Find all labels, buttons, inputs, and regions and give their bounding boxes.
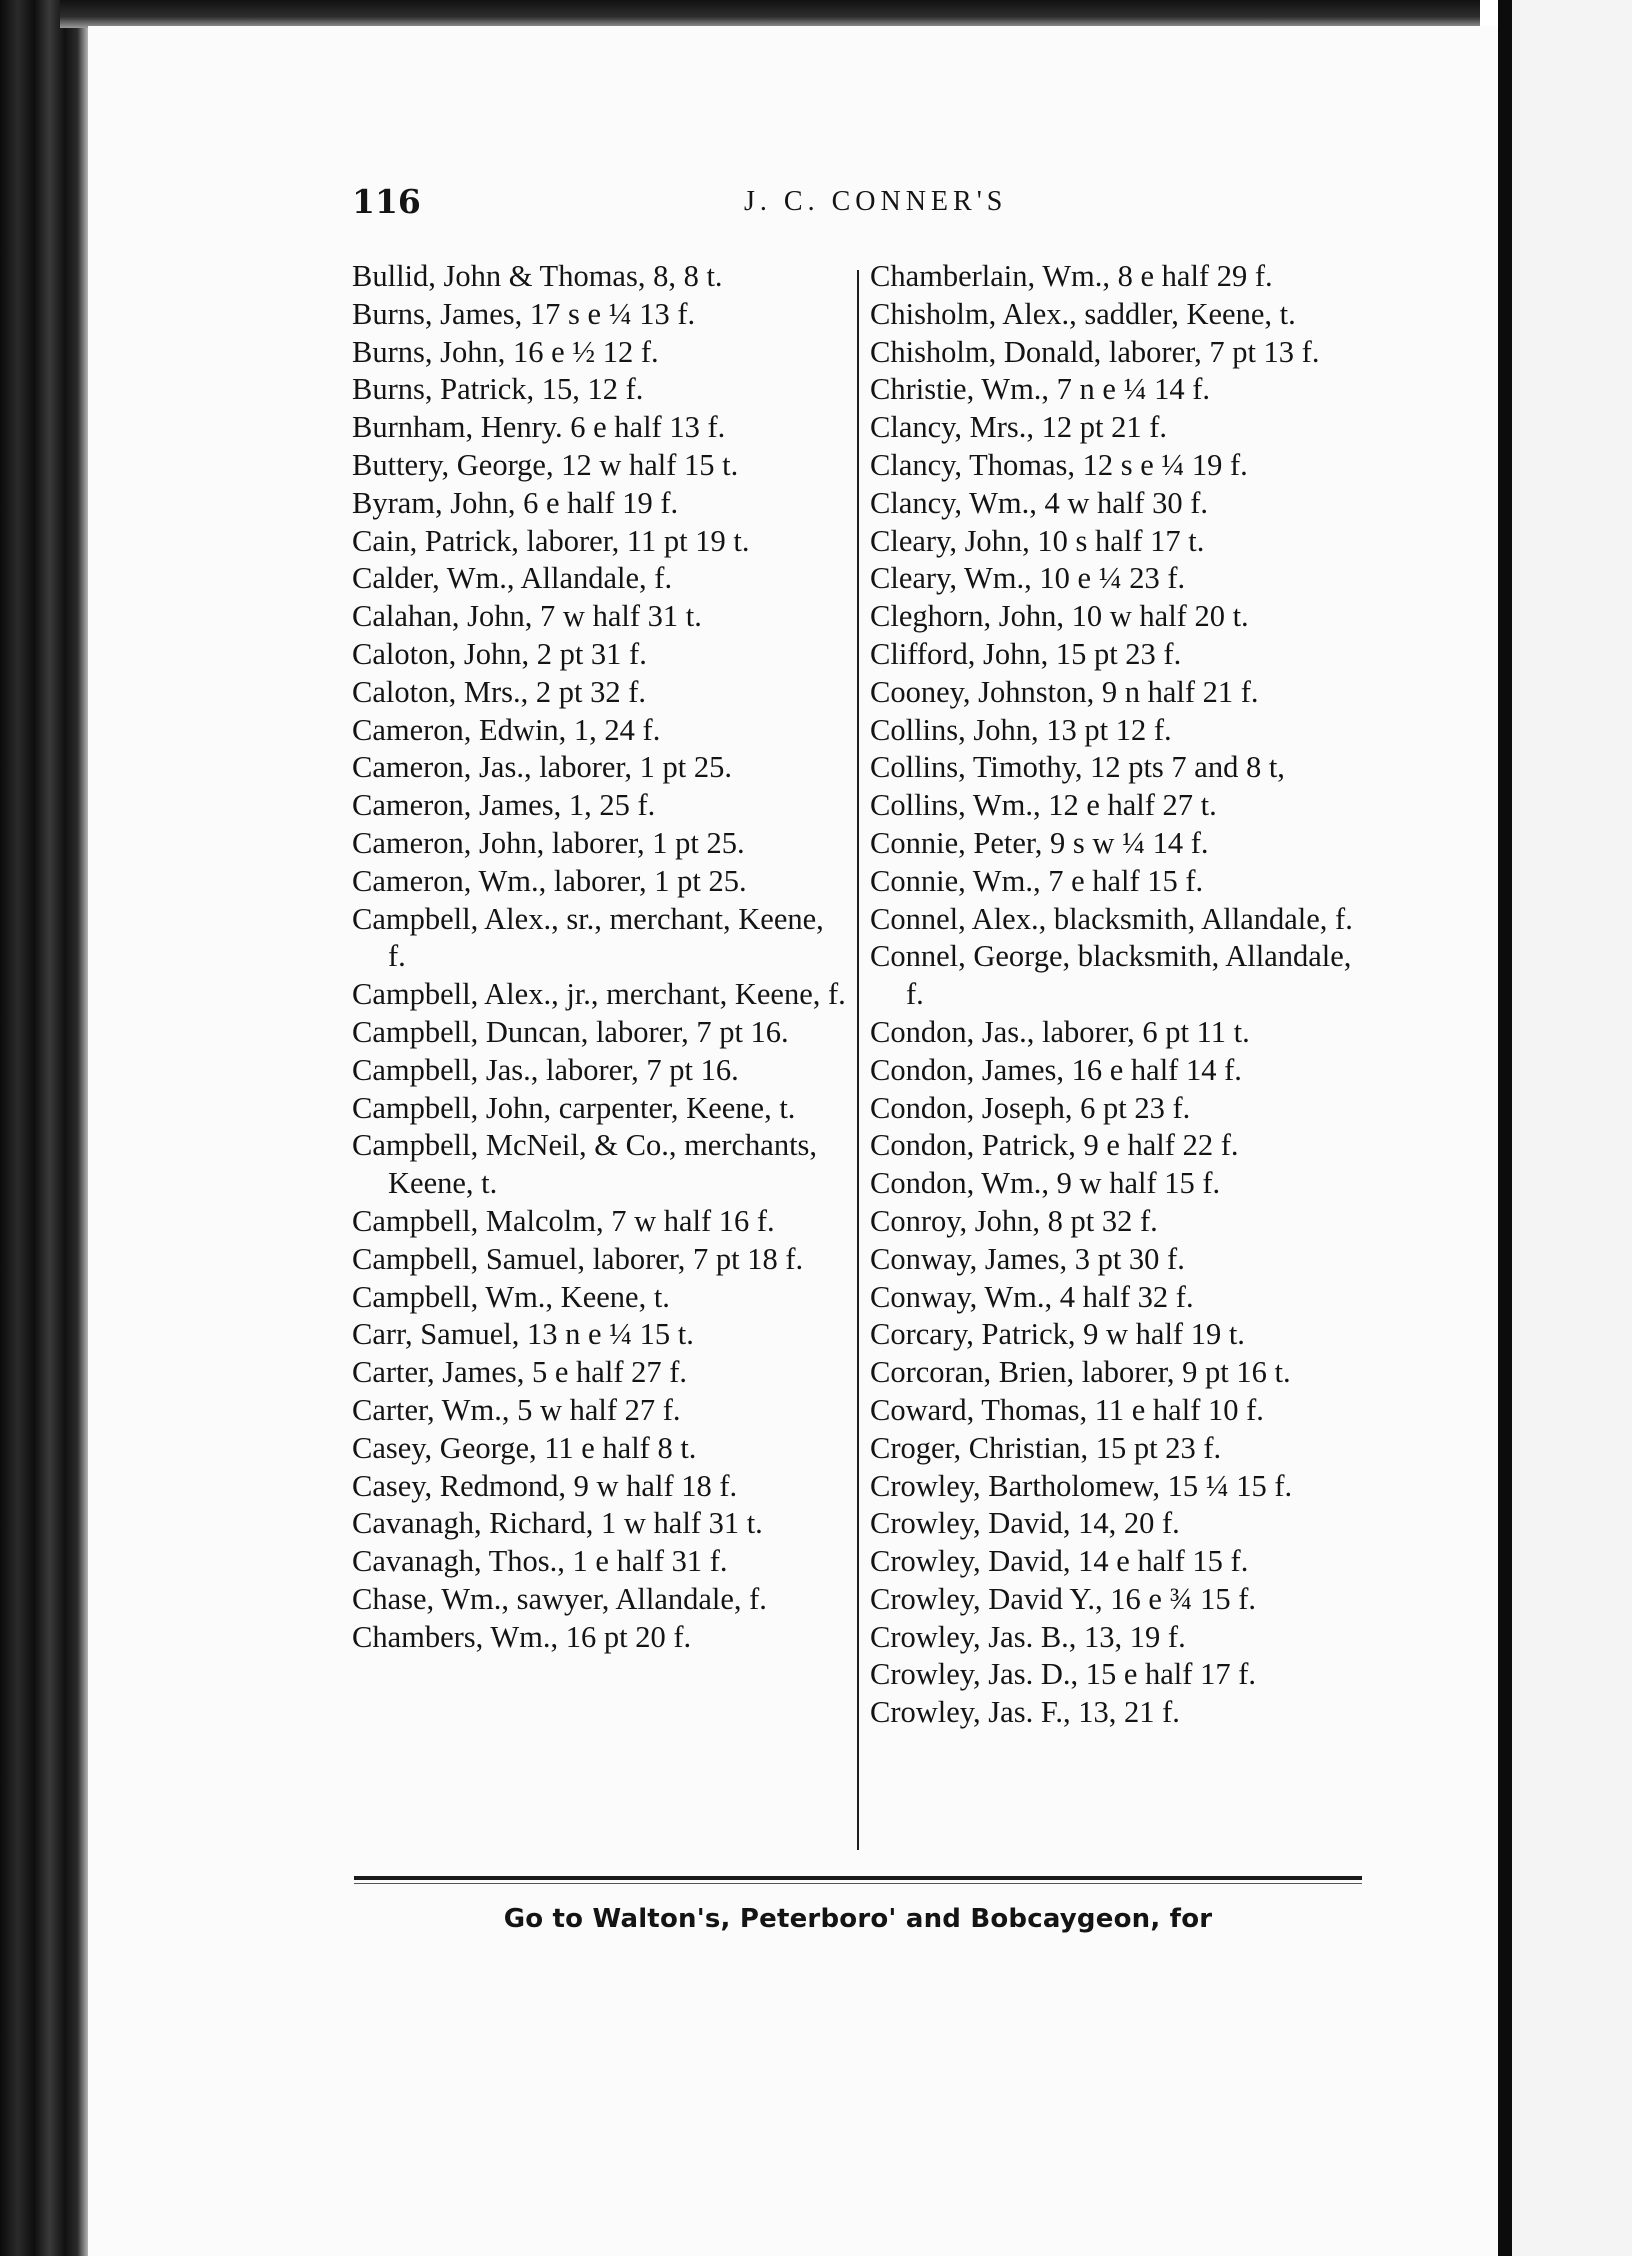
directory-entry: Crowley, David, 14 e half 15 f.: [870, 1544, 1249, 1579]
directory-entry: Campbell, Alex., sr., merchant, Keene, f.: [352, 901, 824, 974]
directory-entry: Chambers, Wm., 16 pt 20 f.: [352, 1619, 692, 1654]
directory-entry: Burns, Patrick, 15, 12 f.: [352, 372, 644, 407]
directory-entry: Connie, Peter, 9 s w ¼ 14 f.: [870, 825, 1209, 860]
directory-entry: Crowley, Jas. B., 13, 19 f.: [870, 1619, 1186, 1654]
directory-entry: Casey, Redmond, 9 w half 18 f.: [352, 1468, 738, 1503]
directory-entry: Caloton, Mrs., 2 pt 32 f.: [352, 674, 646, 709]
directory-entry: Clancy, Mrs., 12 pt 21 f.: [870, 410, 1168, 445]
directory-entry: Buttery, George, 12 w half 15 t.: [352, 447, 739, 482]
directory-entry: Collins, John, 13 pt 12 f.: [870, 712, 1172, 747]
right-column: [870, 258, 1360, 1732]
directory-entry: Crowley, Bartholomew, 15 ¼ 15 f.: [870, 1468, 1293, 1503]
directory-entry: Clancy, Wm., 4 w half 30 f.: [870, 485, 1208, 520]
directory-entry: Campbell, Malcolm, 7 w half 16 f.: [352, 1203, 775, 1238]
book-binding-edge: [0, 0, 90, 2256]
directory-entry: Campbell, John, carpenter, Keene, t.: [352, 1090, 796, 1125]
directory-entry: Bullid, John & Thomas, 8, 8 t.: [352, 259, 723, 293]
directory-entry: Burns, James, 17 s e ¼ 13 f.: [352, 296, 696, 331]
footer-rule: [354, 1876, 1362, 1880]
directory-entry: Carr, Samuel, 13 n e ¼ 15 t.: [352, 1317, 694, 1352]
directory-entry: Collins, Wm., 12 e half 27 t.: [870, 788, 1217, 823]
directory-entry: Cleary, John, 10 s half 17 t.: [870, 523, 1205, 558]
directory-entry: Chase, Wm., sawyer, Allandale, f.: [352, 1581, 767, 1616]
directory-entry: Cameron, Wm., laborer, 1 pt 25.: [352, 863, 747, 898]
directory-entry: Coward, Thomas, 11 e half 10 f.: [870, 1392, 1264, 1427]
directory-entry: Cavanagh, Thos., 1 e half 31 f.: [352, 1544, 728, 1579]
directory-entry: Chisholm, Donald, laborer, 7 pt 13 f.: [870, 334, 1320, 369]
footer-advert: Go to Walton's, Peterboro' and Bobcaygeon, for: [503, 1904, 1213, 1934]
directory-entry: Crowley, Jas. D., 15 e half 17 f.: [870, 1657, 1256, 1692]
directory-entry: Connel, Alex., blacksmith, Allandale, f.: [870, 901, 1353, 936]
directory-entry: Conway, James, 3 pt 30 f.: [870, 1241, 1185, 1276]
directory-entry: Cameron, James, 1, 25 f.: [352, 788, 656, 823]
running-title: J. C. CONNER'S: [744, 186, 1008, 217]
left-column: [352, 258, 848, 1656]
directory-entry: Connel, George, blacksmith, Allandale, f.: [870, 939, 1352, 1012]
directory-entry: Corcary, Patrick, 9 w half 19 t.: [870, 1317, 1245, 1352]
page-header: [352, 182, 1362, 234]
directory-entry: Chamberlain, Wm., 8 e half 29 f.: [870, 259, 1273, 293]
directory-entry: Cameron, John, laborer, 1 pt 25.: [352, 825, 745, 860]
directory-entry: Conway, Wm., 4 half 32 f.: [870, 1279, 1194, 1314]
directory-entry: Crowley, Jas. F., 13, 21 f.: [870, 1695, 1180, 1730]
directory-entry: Calahan, John, 7 w half 31 t.: [352, 599, 702, 634]
directory-entry: Connie, Wm., 7 e half 15 f.: [870, 863, 1204, 898]
directory-entry: Cavanagh, Richard, 1 w half 31 t.: [352, 1506, 763, 1541]
directory-entry: Condon, Wm., 9 w half 15 f.: [870, 1166, 1221, 1201]
directory-entry: Clifford, John, 15 pt 23 f.: [870, 636, 1182, 671]
directory-entry: Burnham, Henry. 6 e half 13 f.: [352, 410, 726, 445]
directory-entry: Christie, Wm., 7 n e ¼ 14 f.: [870, 372, 1210, 407]
directory-entry: Campbell, Alex., jr., merchant, Keene, f.: [352, 977, 846, 1012]
directory-entry: Byram, John, 6 e half 19 f.: [352, 485, 679, 520]
directory-entry: Cooney, Johnston, 9 n half 21 f.: [870, 674, 1259, 709]
directory-entry: Casey, George, 11 e half 8 t.: [352, 1430, 697, 1465]
directory-entry: Condon, James, 16 e half 14 f.: [870, 1052, 1242, 1087]
directory-entry: Condon, Joseph, 6 pt 23 f.: [870, 1090, 1191, 1125]
directory-entry: Croger, Christian, 15 pt 23 f.: [870, 1430, 1222, 1465]
facing-page-edge: [1512, 0, 1632, 2256]
directory-entry: Crowley, David Y., 16 e ¾ 15 f.: [870, 1581, 1257, 1616]
directory-entry: Campbell, Duncan, laborer, 7 pt 16.: [352, 1014, 789, 1049]
directory-entry: Cain, Patrick, laborer, 11 pt 19 t.: [352, 523, 750, 558]
column-divider: [857, 270, 859, 1850]
page-gutter: [1498, 0, 1512, 2256]
directory-entry: Caloton, John, 2 pt 31 f.: [352, 636, 647, 671]
directory-entry: Cameron, Jas., laborer, 1 pt 25.: [352, 750, 732, 785]
directory-entry: Cleghorn, John, 10 w half 20 t.: [870, 599, 1249, 634]
directory-entry: Clancy, Thomas, 12 s e ¼ 19 f.: [870, 447, 1248, 482]
directory-entry: Cleary, Wm., 10 e ¼ 23 f.: [870, 561, 1186, 596]
directory-entry: Carter, Wm., 5 w half 27 f.: [352, 1392, 681, 1427]
directory-entry: Carter, James, 5 e half 27 f.: [352, 1355, 688, 1390]
directory-entry: Cameron, Edwin, 1, 24 f.: [352, 712, 661, 747]
directory-entry: Burns, John, 16 e ½ 12 f.: [352, 334, 659, 369]
directory-entry: Campbell, Samuel, laborer, 7 pt 18 f.: [352, 1241, 804, 1276]
directory-entry: Campbell, McNeil, & Co., merchants, Keene, t.: [352, 1128, 818, 1201]
directory-columns: [352, 258, 1362, 1858]
page-number: 116: [352, 182, 421, 221]
directory-entry: Condon, Patrick, 9 e half 22 f.: [870, 1128, 1239, 1163]
directory-entry: Crowley, David, 14, 20 f.: [870, 1506, 1180, 1541]
directory-entry: Conroy, John, 8 pt 32 f.: [870, 1203, 1158, 1238]
directory-entry: Condon, Jas., laborer, 6 pt 11 t.: [870, 1014, 1250, 1049]
book-top-edge: [60, 0, 1480, 28]
directory-entry: Chisholm, Alex., saddler, Keene, t.: [870, 296, 1296, 331]
directory-entry: Corcoran, Brien, laborer, 9 pt 16 t.: [870, 1355, 1291, 1390]
directory-entry: Campbell, Jas., laborer, 7 pt 16.: [352, 1052, 739, 1087]
directory-entry: Campbell, Wm., Keene, t.: [352, 1279, 670, 1314]
footer-rule-thin: [354, 1883, 1362, 1884]
directory-entry: Calder, Wm., Allandale, f.: [352, 561, 673, 596]
directory-entry: Collins, Timothy, 12 pts 7 and 8 t,: [870, 750, 1285, 785]
